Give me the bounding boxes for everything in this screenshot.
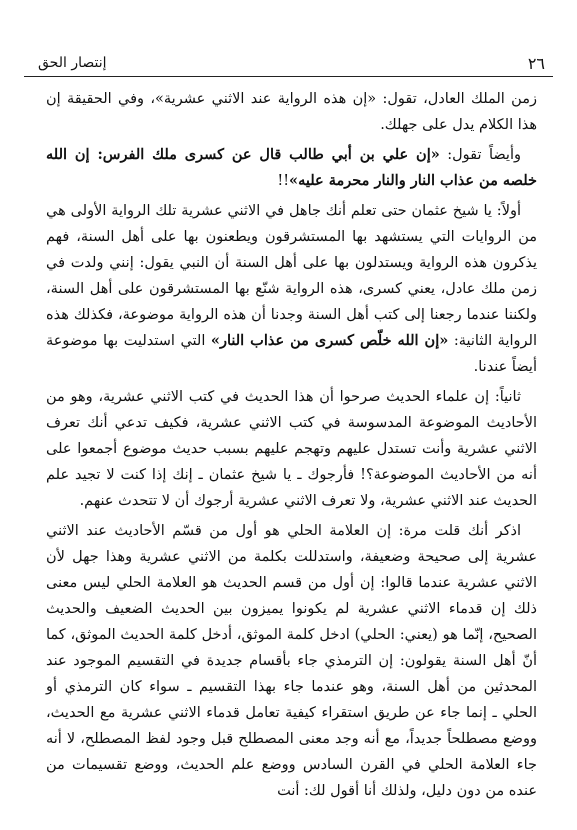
paragraph-text: وأيضاً تقول:	[439, 147, 522, 163]
paragraph-text: ثانياً: إن علماء الحديث صرحوا أن هذا الحديث في كتب الاثني عشرية، وهو من الأحاديث الموضوعة المدسوسة في كتب الاثني عشرية، فكيف تدعي أنك تعرف الاثني عشرية وأنت تستدل عليهم وتهجم عليهم بسبب حديث موضوع أجمعوا على أنه من الأحاديث الموضوعة؟! فأرجوك ـ يا شيخ عثمان ـ إنك إذا كنت لا تجيد علم الحديث عند الاثني عشرية، ولا تعرف الاثني عشرية أرجوك أن لا تتحدث عنهم.	[46, 389, 537, 509]
paragraph-text: زمن الملك العادل، تقول: «إن هذه الرواية عند الاثني عشرية»، وفي الحقيقة إن هذا الكلام يدل على جهلك.	[46, 91, 537, 133]
paragraph-text: التي استدليت بها موضوعة أيضاً عندنا.	[46, 333, 537, 375]
paragraph-p5	[46, 518, 537, 804]
body-text	[46, 86, 537, 804]
running-title: إنتصار الحق	[38, 55, 107, 71]
paragraph-p4	[46, 384, 537, 514]
paragraph-p2	[46, 142, 537, 194]
quoted-text: «إن علي بن أبي طالب قال عن كسرى ملك الفرس: إن الله خلصه من عذاب النار والنار محرمة عليه»	[46, 146, 537, 189]
page-header	[24, 52, 553, 77]
paragraph-p3	[46, 198, 537, 380]
paragraph-p1	[46, 86, 537, 138]
page-number: ٢٦	[527, 54, 545, 73]
paragraph-text: أولاً: يا شيخ عثمان حتى تعلم أنك جاهل في الاثني عشرية تلك الرواية الأولى هي من الروايات التي يستشهد بها المستشرقون ويطعنون بها على أهل السنة، فهم يذكرون هذه الرواية ويستدلون بها على أهل السنة أن النبي يقول: إنني ولدت في زمن ملك عادل، يعني كسرى، هذه الرواية شنّع بها المستشرقون على أهل السنة، ولكننا عندما رجعنا إلى كتب أهل السنة وجدنا أن هذه الرواية موضوعة، فكذلك هذه الرواية الثانية:	[46, 203, 537, 349]
quoted-text: «إن الله خلّص كسرى من عذاب النار»	[210, 332, 449, 349]
paragraph-text: اذكر أنك قلت مرة: إن العلامة الحلي هو أول من قسّم الأحاديث عند الاثني عشرية إلى صحيحة وضعيفة، واستدللت بكلمة من الاثني عشرية وهذا جهل لأن الاثني عشرية عندما قالوا: إن أول من قسم الحديث هو العلامة الحلي ليس معنى ذلك إن قدماء الاثني عشرية لم يكونوا يميزون بين الحديث الضعيف والحديث الصحيح، إنّما هو (يعني: الحلي) ادخل كلمة الموثق، أدخل كلمة الحديث الموثق، كما أنّ أهل السنة يقولون: إن الترمذي جاء بأقسام جديدة في التقسيم الموجود عند المحدثين من أهل السنة، وهو عندما جاء بهذا التقسيم ـ سواء كان الترمذي أو الحلي ـ إنما جاء عن طريق استقراء كيفية تعامل قدماء الاثني عشرية مع الحديث، ووضع مصطلحاً جديداً، مع أنه وجد معنى المصطلح قبل وجود لفظ المصطلح، لا أنه جاء العلامة الحلي في القرن السادس ووضع علم الحديث، ووضع تقسيمات من عنده من دون دليل، ولذلك أنا أقول لك: أنت	[46, 523, 537, 799]
paragraph-text: !!	[277, 173, 290, 189]
